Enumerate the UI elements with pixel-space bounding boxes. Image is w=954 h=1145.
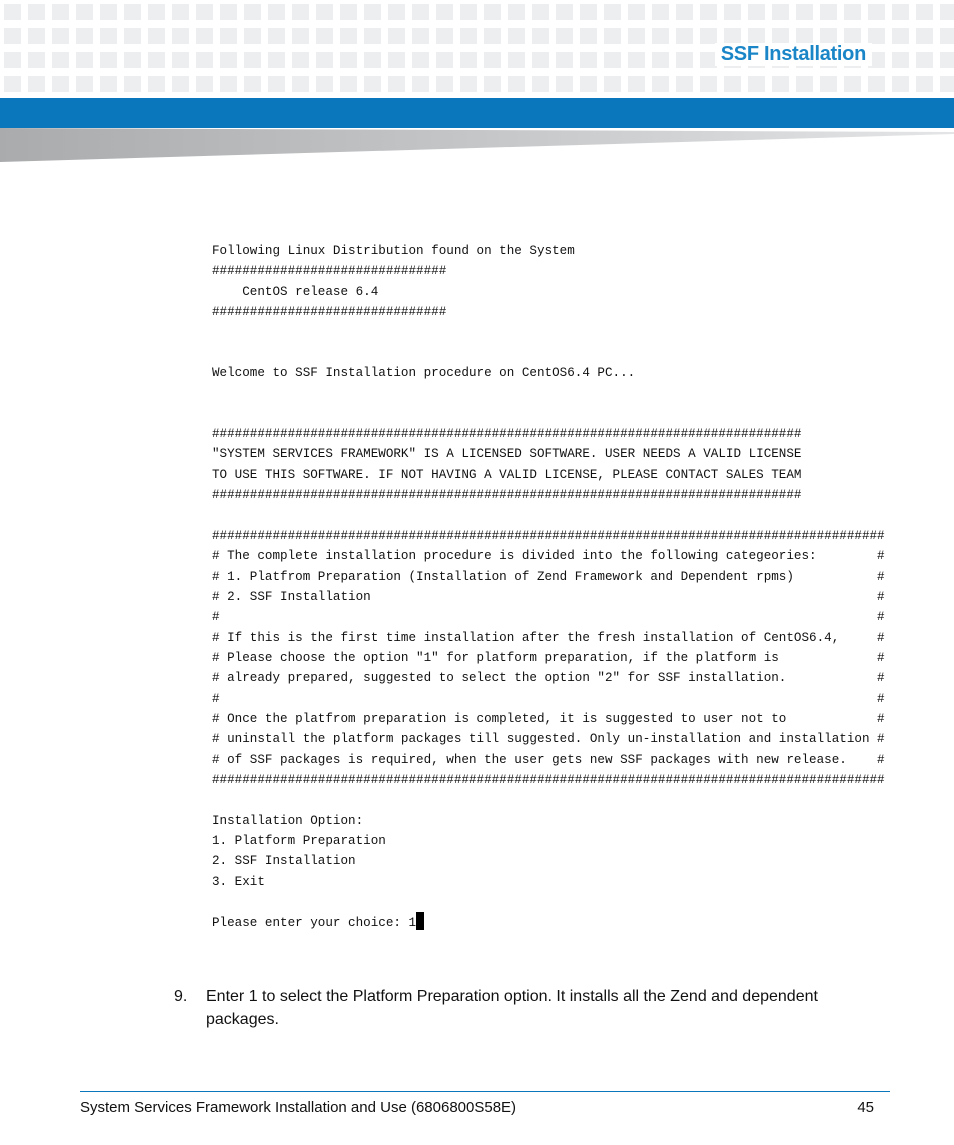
- terminal-line: Installation Option:: [212, 813, 364, 828]
- terminal-line: # Once the platfrom preparation is completed, it is suggested to user not to #: [212, 711, 885, 726]
- terminal-line: "SYSTEM SERVICES FRAMEWORK" IS A LICENSED SOFTWARE. USER NEEDS A VALID LICENSE: [212, 447, 802, 462]
- terminal-line: # Please choose the option "1" for platform preparation, if the platform is #: [212, 650, 885, 665]
- header-blue-bar: [0, 98, 954, 128]
- terminal-line: [212, 892, 892, 912]
- header-pattern: [0, 0, 954, 98]
- terminal-prompt: Please enter your choice:: [212, 916, 409, 931]
- terminal-line: [212, 790, 892, 810]
- terminal-line: [212, 322, 892, 342]
- terminal-line: Welcome to SSF Installation procedure on CentOS6.4 PC...: [212, 366, 636, 381]
- terminal-input-value[interactable]: 1: [408, 916, 417, 931]
- terminal-line: 2. SSF Installation: [212, 854, 356, 869]
- terminal-line: # If this is the first time installation after the fresh installation of CentOS6.4, #: [212, 630, 885, 645]
- footer-rule: [80, 1091, 890, 1092]
- header-gray-wedge: [0, 128, 954, 164]
- terminal-line: # of SSF packages is required, when the user gets new SSF packages with new release. #: [212, 752, 885, 767]
- terminal-line: 3. Exit: [212, 874, 265, 889]
- terminal-line: [212, 404, 892, 424]
- section-title: SSF Installation: [715, 43, 872, 66]
- terminal-line: CentOS release 6.4: [212, 284, 379, 299]
- terminal-line: [212, 343, 892, 363]
- footer-document-title: System Services Framework Installation and Use (6806800S58E): [80, 1099, 517, 1116]
- step-9: [174, 985, 874, 1031]
- footer-page-number: 45: [857, 1099, 874, 1116]
- terminal-line: ###############################: [212, 264, 447, 279]
- terminal-line: # The complete installation procedure is divided into the following categeories: #: [212, 549, 885, 564]
- terminal-line: 1. Platform Preparation: [212, 833, 386, 848]
- terminal-line: #########################################################################################: [212, 528, 885, 543]
- terminal-line: Following Linux Distribution found on the System: [212, 244, 575, 258]
- terminal-line: [212, 383, 892, 403]
- terminal-line: ##############################################################################: [212, 488, 802, 503]
- terminal-line: # already prepared, suggested to select the option "2" for SSF installation. #: [212, 671, 885, 686]
- terminal-line: #########################################################################################: [212, 772, 885, 787]
- terminal-line: ##############################################################################: [212, 427, 802, 442]
- terminal-line: # 2. SSF Installation #: [212, 589, 885, 604]
- terminal-line: # uninstall the platform packages till suggested. Only un-installation and installation #: [212, 732, 885, 747]
- terminal-line: # #: [212, 691, 885, 706]
- terminal-output: [212, 241, 892, 912]
- terminal-line: [212, 505, 892, 525]
- terminal-line: TO USE THIS SOFTWARE. IF NOT HAVING A VALID LICENSE, PLEASE CONTACT SALES TEAM: [212, 467, 802, 482]
- terminal-screenshot: [212, 241, 892, 934]
- step-number: 9.: [174, 988, 188, 1005]
- step-text: Enter 1 to select the Platform Preparation option. It installs all the Zend and dependent packages.: [206, 988, 818, 1028]
- terminal-line: ###############################: [212, 305, 447, 320]
- terminal-line: # 1. Platfrom Preparation (Installation of Zend Framework and Dependent rpms) #: [212, 569, 885, 584]
- terminal-cursor: [416, 912, 424, 930]
- terminal-line: # #: [212, 610, 885, 625]
- terminal-prompt-line: [212, 912, 892, 933]
